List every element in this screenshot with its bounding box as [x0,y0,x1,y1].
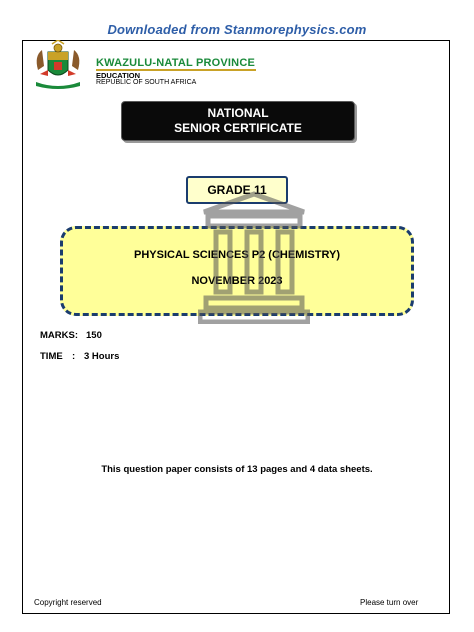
time-label: TIME [40,351,63,362]
copyright-note: Copyright reserved [34,598,102,607]
certificate-title-line2: SENIOR CERTIFICATE [174,121,302,135]
marks-value: 150 [86,330,102,341]
download-banner: Downloaded from Stanmorephysics.com [107,22,367,37]
time-value: 3 Hours [84,351,120,362]
turn-over-note: Please turn over [360,598,419,607]
country-name: REPUBLIC OF SOUTH AFRICA [96,79,197,86]
subject-title: PHYSICAL SCIENCES P2 (CHEMISTRY) [134,249,340,261]
province-name: KWAZULU-NATAL PROVINCE [96,57,256,69]
page-count-note: This question paper consists of 13 pages and 4 data sheets. [101,464,373,475]
watermark-building-icon [198,190,310,324]
certificate-title-box [121,101,355,141]
certificate-title-line1: NATIONAL [207,106,269,120]
time-colon: : [72,351,76,362]
coat-of-arms-icon [30,40,86,90]
marks-label: MARKS: [40,330,78,341]
department-name: EDUCATION [96,71,141,80]
grade-label: GRADE 11 [207,183,267,197]
exam-date: NOVEMBER 2023 [191,275,283,287]
